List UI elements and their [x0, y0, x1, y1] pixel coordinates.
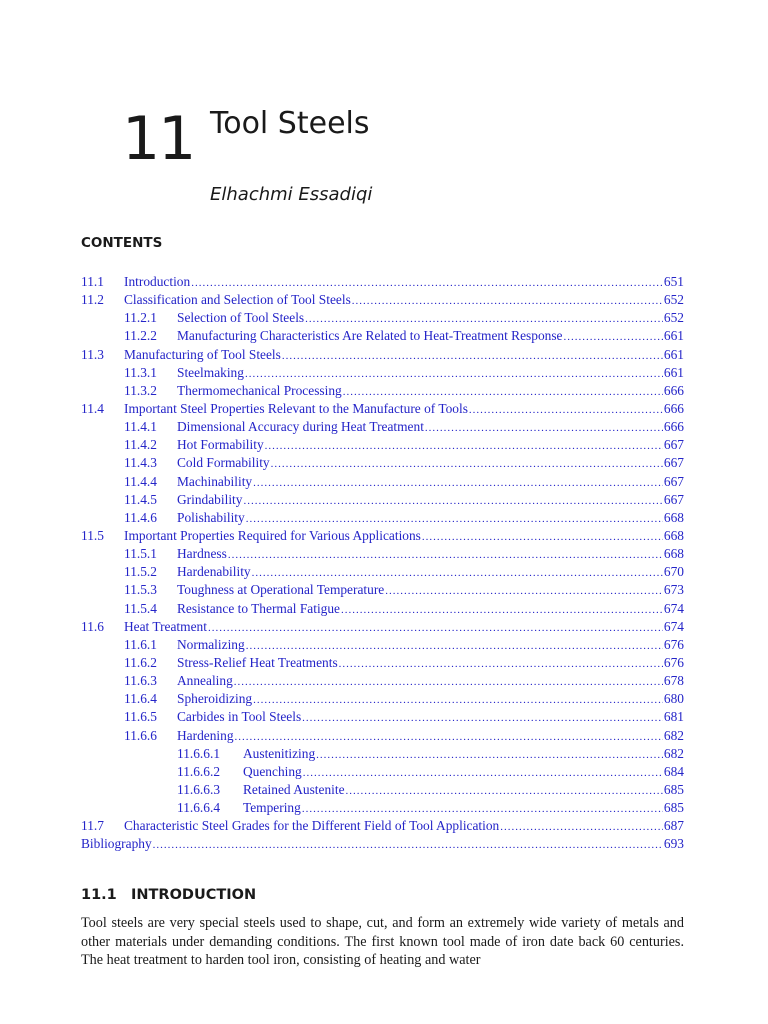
toc-entry-number: 11.6.1 — [124, 636, 157, 652]
toc-entry-page[interactable]: 687 — [663, 818, 684, 834]
toc-entry-page[interactable]: 668 — [663, 527, 684, 543]
toc-entry-page[interactable]: 676 — [663, 636, 684, 652]
toc-entry-number: 11.1 — [81, 274, 104, 289]
toc-entry-page[interactable]: 693 — [663, 836, 684, 852]
toc-entry-number: 11.2.1 — [124, 310, 157, 326]
toc-entry[interactable] — [81, 400, 684, 418]
toc-dot-leader — [346, 782, 663, 800]
toc-dot-leader — [305, 310, 663, 328]
toc-entry[interactable] — [81, 835, 684, 853]
toc-entry-title[interactable]: Machinability — [177, 473, 253, 489]
toc-dot-leader — [500, 818, 663, 836]
toc-entry-number: 11.6.3 — [124, 673, 157, 689]
toc-entry[interactable] — [81, 781, 684, 799]
toc-entry[interactable] — [81, 346, 684, 364]
toc-entry[interactable] — [81, 600, 684, 618]
toc-entry-number: 11.6.5 — [124, 709, 157, 725]
toc-entry-title[interactable]: Hardenability — [177, 564, 251, 580]
toc-entry-title[interactable]: Normalizing — [177, 636, 245, 652]
toc-dot-leader — [385, 582, 663, 600]
toc-entry[interactable] — [81, 382, 684, 400]
toc-entry-page[interactable]: 668 — [663, 546, 684, 562]
toc-entry-number: 11.6.6.4 — [177, 800, 221, 816]
toc-entry-page[interactable]: 668 — [663, 509, 684, 525]
toc-entry-number: 11.4.6 — [124, 509, 157, 525]
toc-entry[interactable] — [81, 509, 684, 527]
toc-entry-page[interactable]: 666 — [663, 419, 684, 435]
toc-entry-number: 11.6.2 — [124, 654, 157, 670]
toc-dot-leader — [191, 274, 663, 292]
toc-entry-page[interactable]: 681 — [663, 709, 684, 725]
toc-entry-title[interactable]: Important Steel Properties Relevant to the Manufacture of Tools — [124, 400, 468, 416]
toc-entry-title[interactable]: Introduction — [124, 274, 191, 289]
toc-entry-number: 11.5 — [81, 527, 104, 543]
toc-entry-page[interactable]: 667 — [663, 455, 684, 471]
toc-entry-page[interactable]: 676 — [663, 654, 684, 670]
toc-dot-leader — [234, 673, 663, 691]
toc-entry-page[interactable]: 652 — [663, 310, 684, 326]
toc-entry[interactable] — [81, 618, 684, 636]
section-heading — [81, 886, 256, 904]
toc-entry-page[interactable]: 685 — [663, 800, 684, 816]
toc-entry-page[interactable]: 667 — [663, 473, 684, 489]
toc-entry-number: 11.5.2 — [124, 564, 157, 580]
toc-entry[interactable] — [81, 563, 684, 581]
toc-dot-leader — [302, 800, 663, 818]
toc-entry[interactable] — [81, 454, 684, 472]
toc-dot-leader — [425, 419, 663, 437]
toc-entry[interactable] — [81, 672, 684, 690]
toc-entry-number: 11.6 — [81, 618, 104, 634]
toc-dot-leader — [316, 746, 663, 764]
toc-entry-page[interactable]: 680 — [663, 691, 684, 707]
chapter-title: Tool Steels — [210, 106, 370, 141]
toc-entry-title[interactable]: Toughness at Operational Temperature — [177, 582, 385, 598]
toc-entry-page[interactable]: 678 — [663, 673, 684, 689]
toc-entry[interactable] — [81, 273, 684, 291]
toc-entry-title[interactable]: Manufacturing Characteristics Are Related to Heat-Treatment Response — [177, 328, 563, 344]
toc-entry[interactable] — [81, 436, 684, 454]
toc-entry-number: 11.6.6 — [124, 727, 157, 743]
toc-dot-leader — [343, 383, 663, 401]
toc-entry-number: 11.5.1 — [124, 546, 157, 562]
toc-entry-title[interactable]: Selection of Tool Steels — [177, 310, 305, 326]
toc-dot-leader — [228, 546, 663, 564]
toc-entry-title[interactable]: Retained Austenite — [243, 781, 345, 797]
toc-entry-title[interactable]: Resistance to Thermal Fatigue — [177, 600, 341, 616]
toc-dot-leader — [265, 437, 663, 455]
chapter-author: Elhachmi Essadiqi — [210, 184, 373, 205]
toc-entry[interactable] — [81, 654, 684, 672]
toc-entry-page[interactable]: 682 — [663, 727, 684, 743]
toc-entry-title[interactable]: Bibliography — [81, 836, 152, 852]
toc-entry-title[interactable]: Austenitizing — [243, 745, 316, 761]
toc-dot-leader — [253, 474, 663, 492]
toc-entry-title[interactable]: Cold Formability — [177, 455, 270, 471]
toc-entry-page[interactable]: 666 — [663, 382, 684, 398]
toc-entry-number: 11.4.3 — [124, 455, 157, 471]
toc-entry-number: 11.5.3 — [124, 582, 157, 598]
toc-entry[interactable] — [81, 309, 684, 327]
toc-entry[interactable] — [81, 727, 684, 745]
toc-entry-number: 11.2 — [81, 292, 104, 308]
toc-entry[interactable] — [81, 690, 684, 708]
toc-entry-page[interactable]: 667 — [663, 491, 684, 507]
toc-entry-page[interactable]: 685 — [663, 781, 684, 797]
body-paragraph: Tool steels are very special steels used to shape, cut, and form an extremely wide variety of metals and other materials under demanding conditions. The first known tool made of iron date back 60 centuries. The heat treatment to harden tool iron, consisting of heating and water — [81, 915, 684, 968]
toc-entry-number: 11.2.2 — [124, 328, 157, 344]
toc-entry[interactable] — [81, 491, 684, 509]
toc-entry-number: 11.4.5 — [124, 491, 157, 507]
toc-dot-leader — [153, 836, 663, 854]
toc-entry-page[interactable]: 661 — [663, 364, 684, 380]
chapter-number: 11 — [122, 104, 195, 174]
toc-dot-leader — [252, 564, 663, 582]
toc-entry[interactable] — [81, 291, 684, 309]
toc-entry-page[interactable]: 651 — [663, 274, 684, 289]
toc-entry-page[interactable]: 667 — [663, 437, 684, 453]
toc-dot-leader — [352, 292, 663, 310]
toc-entry[interactable] — [81, 581, 684, 599]
toc-entry-title[interactable]: Tempering — [243, 800, 301, 816]
toc-entry-number: 11.5.4 — [124, 600, 157, 616]
toc-entry-title[interactable]: Characteristic Steel Grades for the Different Field of Tool Application — [124, 818, 500, 834]
contents-heading: CONTENTS — [81, 235, 163, 251]
toc-entry[interactable] — [81, 708, 684, 726]
toc-entry-title[interactable]: Spheroidizing — [177, 691, 253, 707]
toc-dot-leader — [422, 528, 663, 546]
toc-entry-number: 11.3.2 — [124, 382, 157, 398]
toc-entry-number: 11.6.4 — [124, 691, 157, 707]
toc-entry-title[interactable]: Manufacturing of Tool Steels — [124, 346, 281, 362]
section-number: 11.1 — [81, 887, 117, 903]
toc-entry-title[interactable]: Polishability — [177, 509, 245, 525]
toc-dot-leader — [245, 365, 663, 383]
toc-entry-page[interactable]: 670 — [663, 564, 684, 580]
toc-entry-page[interactable]: 674 — [663, 618, 684, 634]
toc-entry-title[interactable]: Hardness — [177, 546, 227, 562]
toc-entry-page[interactable]: 684 — [663, 763, 684, 779]
toc-dot-leader — [271, 455, 663, 473]
toc-entry-title[interactable]: Dimensional Accuracy during Heat Treatment — [177, 419, 424, 435]
toc-dot-leader — [246, 637, 663, 655]
toc-entry-title[interactable]: Hot Formability — [177, 437, 264, 453]
toc-entry-title[interactable]: Quenching — [243, 763, 302, 779]
toc-entry[interactable] — [81, 473, 684, 491]
toc-dot-leader — [339, 655, 663, 673]
toc-entry[interactable] — [81, 527, 684, 545]
toc-dot-leader — [243, 492, 662, 510]
toc-entry-title[interactable]: Carbides in Tool Steels — [177, 709, 302, 725]
toc-entry-title[interactable]: Annealing — [177, 673, 233, 689]
toc-dot-leader — [563, 328, 662, 346]
toc-entry[interactable] — [81, 364, 684, 382]
toc-entry-number: 11.4.2 — [124, 437, 157, 453]
toc-entry[interactable] — [81, 745, 684, 763]
toc-entry-page[interactable]: 661 — [663, 328, 684, 344]
toc-entry-page[interactable]: 674 — [663, 600, 684, 616]
toc-entry-number: 11.6.6.2 — [177, 763, 221, 779]
toc-entry[interactable] — [81, 636, 684, 654]
toc-dot-leader — [246, 510, 663, 528]
toc-entry[interactable] — [81, 545, 684, 563]
toc-entry-title[interactable]: Grindability — [177, 491, 243, 507]
toc-entry-number: 11.3.1 — [124, 364, 157, 380]
toc-entry-page[interactable]: 652 — [663, 292, 684, 308]
toc-entry[interactable] — [81, 763, 684, 781]
table-of-contents — [81, 273, 684, 854]
toc-entry-title[interactable]: Steelmaking — [177, 364, 244, 380]
toc-entry-number: 11.4.4 — [124, 473, 157, 489]
toc-dot-leader — [469, 401, 663, 419]
toc-entry[interactable] — [81, 327, 684, 345]
toc-dot-leader — [282, 347, 663, 365]
toc-entry-title[interactable]: Classification and Selection of Tool Steels — [124, 292, 351, 308]
toc-entry-title[interactable]: Thermomechanical Processing — [177, 382, 342, 398]
toc-entry-page[interactable]: 673 — [663, 582, 684, 598]
toc-entry-number: 11.7 — [81, 818, 104, 834]
toc-entry-page[interactable]: 682 — [663, 745, 684, 761]
toc-entry-title[interactable]: Heat Treatment — [124, 618, 207, 634]
toc-entry-title[interactable]: Hardening — [177, 727, 234, 743]
toc-entry-number: 11.6.6.3 — [177, 781, 221, 797]
toc-entry-title[interactable]: Important Properties Required for Various Applications — [124, 527, 421, 543]
section-title: INTRODUCTION — [131, 887, 257, 903]
toc-entry-title[interactable]: Stress-Relief Heat Treatments — [177, 654, 338, 670]
toc-entry-page[interactable]: 666 — [663, 400, 684, 416]
toc-dot-leader — [341, 601, 663, 619]
toc-dot-leader — [303, 764, 663, 782]
toc-entry[interactable] — [81, 418, 684, 436]
toc-entry-number: 11.6.6.1 — [177, 745, 221, 761]
toc-entry[interactable] — [81, 799, 684, 817]
toc-entry-page[interactable]: 661 — [663, 346, 684, 362]
toc-dot-leader — [253, 691, 663, 709]
toc-dot-leader — [208, 619, 663, 637]
toc-entry-number: 11.4 — [81, 400, 104, 416]
toc-entry[interactable] — [81, 817, 684, 835]
toc-entry-number: 11.4.1 — [124, 419, 157, 435]
toc-dot-leader — [302, 709, 663, 727]
toc-dot-leader — [235, 728, 663, 746]
toc-entry-number: 11.3 — [81, 346, 104, 362]
